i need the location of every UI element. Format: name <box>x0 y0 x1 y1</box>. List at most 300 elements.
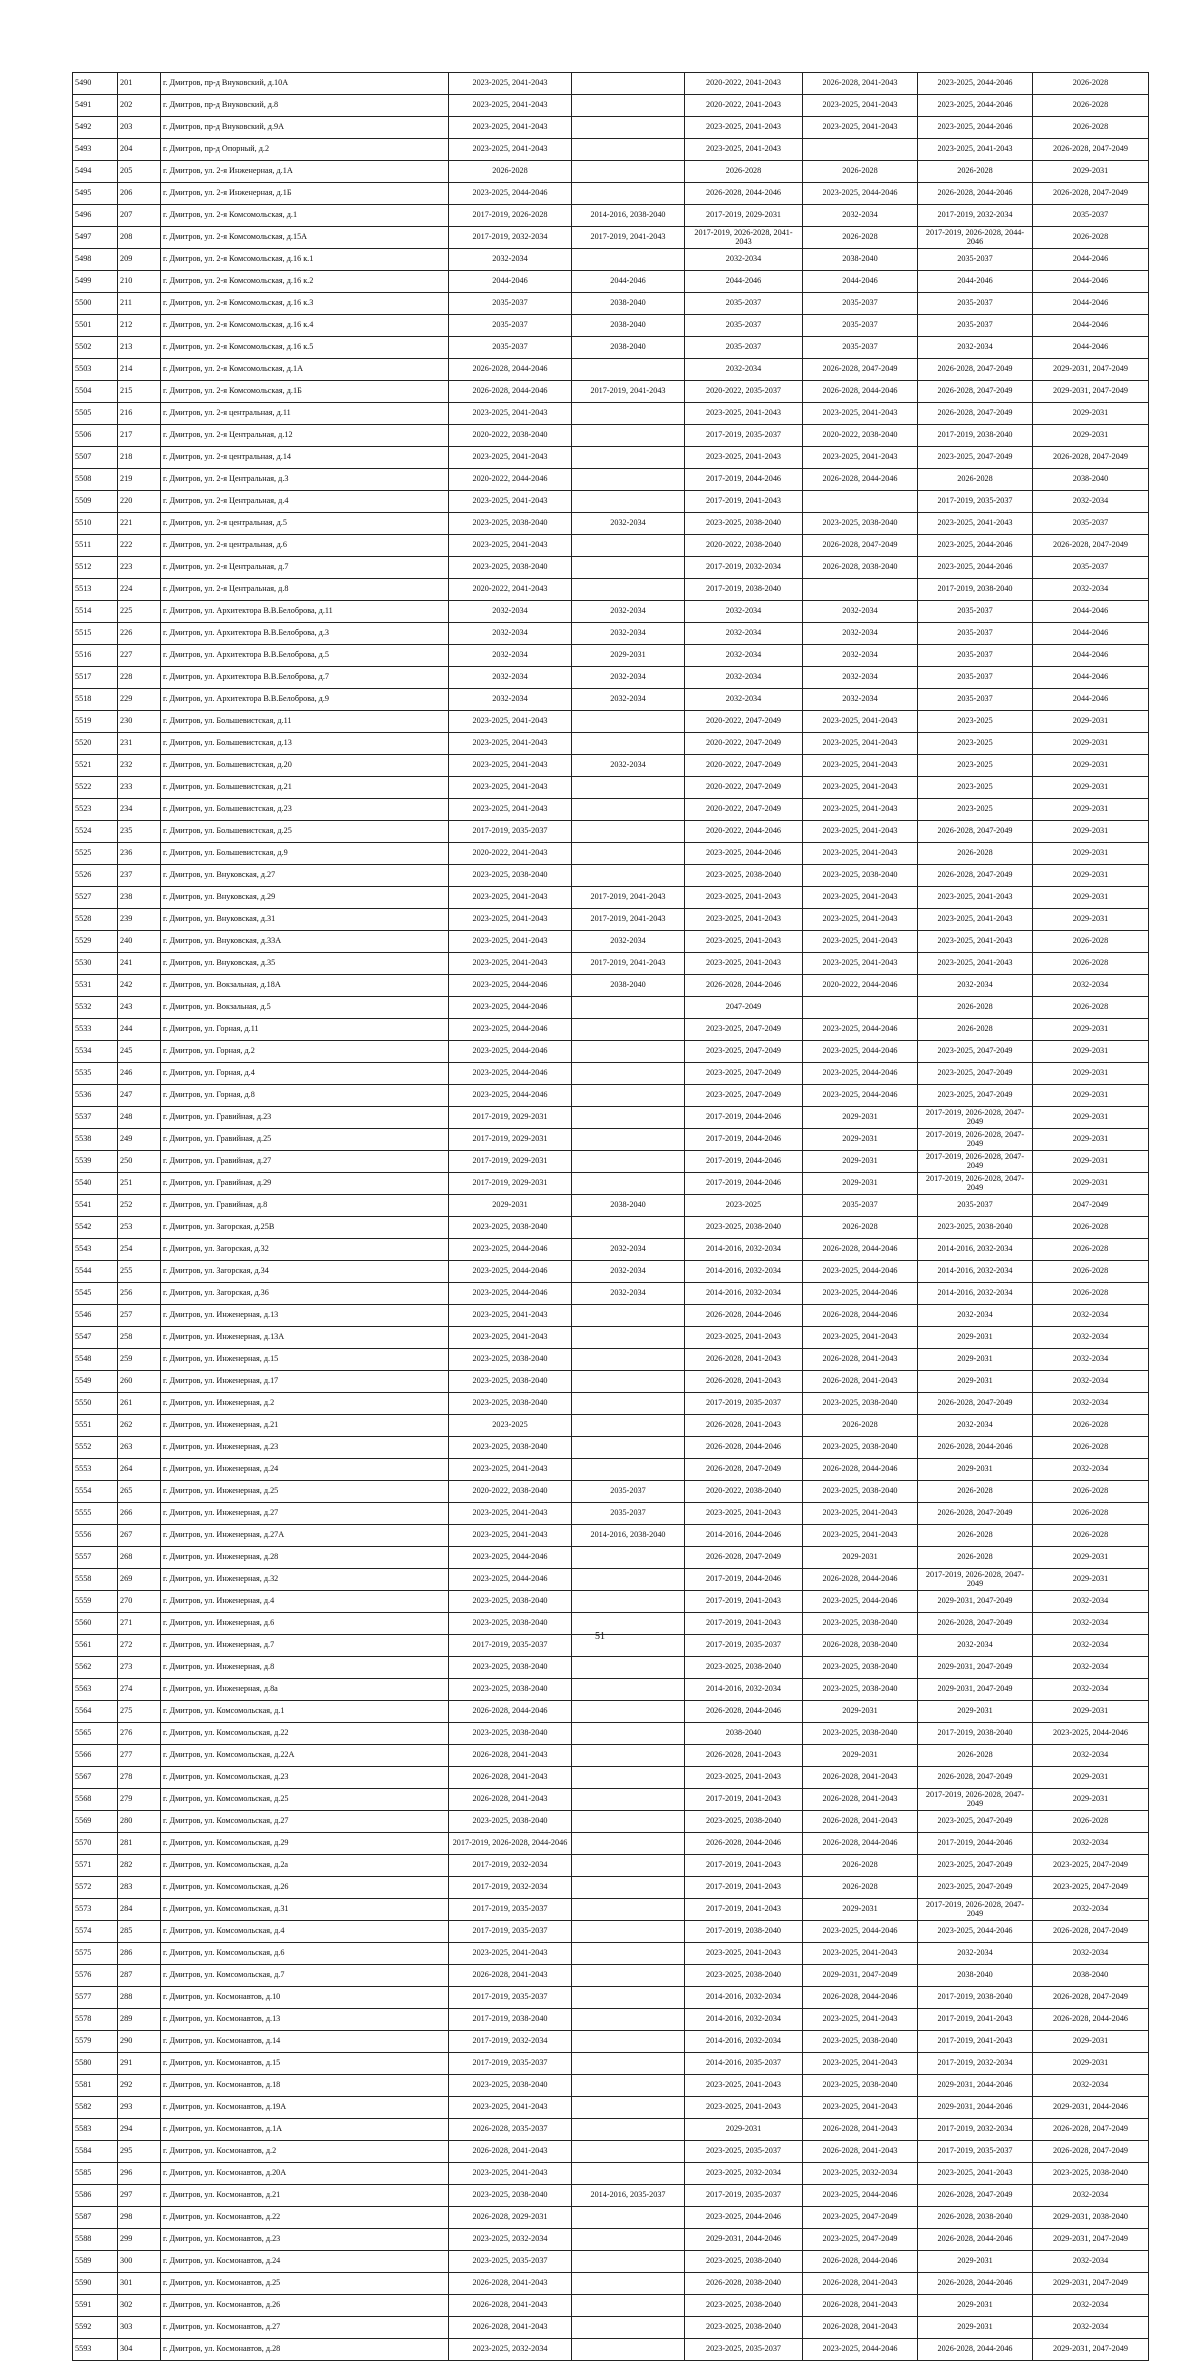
period-col-1-cell: 2023-2025, 2032-2034 <box>449 2339 572 2361</box>
table-row <box>73 667 1149 689</box>
period-col-5-cell: 2026-2028 <box>918 997 1033 1019</box>
period-col-5-cell: 2023-2025, 2038-2040 <box>918 1217 1033 1239</box>
period-col-6-cell: 2032-2034 <box>1033 1327 1149 1349</box>
period-col-6-cell: 2029-2031, 2047-2049 <box>1033 359 1149 381</box>
period-col-4-cell: 2026-2028 <box>803 1415 918 1437</box>
item-number-cell: 278 <box>118 1767 161 1789</box>
period-col-2-cell <box>572 161 685 183</box>
address-cell: г. Дмитров, ул. Комсомольская, д.7 <box>161 1965 449 1987</box>
table-row <box>73 975 1149 997</box>
period-col-4-cell: 2023-2025, 2038-2040 <box>803 2075 918 2097</box>
row-number-cell: 5560 <box>73 1613 118 1635</box>
period-col-2-cell <box>572 1041 685 1063</box>
period-col-2-cell <box>572 1415 685 1437</box>
period-col-3-cell: 2014-2016, 2032-2034 <box>685 2031 803 2053</box>
table-row <box>73 711 1149 733</box>
period-col-1-cell: 2023-2025, 2041-2043 <box>449 733 572 755</box>
period-col-2-cell <box>572 1943 685 1965</box>
row-number-cell: 5494 <box>73 161 118 183</box>
period-col-3-cell: 2023-2025, 2041-2043 <box>685 139 803 161</box>
period-col-4-cell: 2035-2037 <box>803 1195 918 1217</box>
period-col-5-cell: 2023-2025, 2047-2049 <box>918 1855 1033 1877</box>
period-col-1-cell: 2035-2037 <box>449 315 572 337</box>
address-cell: г. Дмитров, ул. Гравийная, д.23 <box>161 1107 449 1129</box>
table-row <box>73 1943 1149 1965</box>
row-number-cell: 5537 <box>73 1107 118 1129</box>
row-number-cell: 5536 <box>73 1085 118 1107</box>
item-number-cell: 216 <box>118 403 161 425</box>
period-col-1-cell: 2017-2019, 2026-2028, 2044-2046 <box>449 1833 572 1855</box>
address-cell: г. Дмитров, ул. Комсомольская, д.22 <box>161 1723 449 1745</box>
period-col-5-cell: 2035-2037 <box>918 315 1033 337</box>
address-cell: г. Дмитров, ул. Инженерная, д.7 <box>161 1635 449 1657</box>
row-number-cell: 5561 <box>73 1635 118 1657</box>
table-row <box>73 843 1149 865</box>
period-col-4-cell: 2029-2031, 2047-2049 <box>803 1965 918 1987</box>
period-col-6-cell: 2032-2034 <box>1033 491 1149 513</box>
period-col-1-cell: 2023-2025, 2044-2046 <box>449 975 572 997</box>
period-col-5-cell: 2017-2019, 2026-2028, 2047-2049 <box>918 1789 1033 1811</box>
period-col-4-cell: 2026-2028, 2044-2046 <box>803 1833 918 1855</box>
period-col-4-cell: 2026-2028, 2047-2049 <box>803 535 918 557</box>
address-cell: г. Дмитров, ул. Внуковская, д.29 <box>161 887 449 909</box>
address-cell: г. Дмитров, ул. Архитектора В.В.Белоброва, д.11 <box>161 601 449 623</box>
period-col-3-cell: 2026-2028, 2041-2043 <box>685 1349 803 1371</box>
period-col-5-cell: 2035-2037 <box>918 623 1033 645</box>
period-col-3-cell: 2017-2019, 2041-2043 <box>685 1613 803 1635</box>
address-cell: г. Дмитров, ул. Вокзальная, д.5 <box>161 997 449 1019</box>
table-row <box>73 1459 1149 1481</box>
row-number-cell: 5528 <box>73 909 118 931</box>
period-col-6-cell: 2029-2031 <box>1033 711 1149 733</box>
period-col-6-cell: 2026-2028, 2047-2049 <box>1033 447 1149 469</box>
row-number-cell: 5526 <box>73 865 118 887</box>
row-number-cell: 5579 <box>73 2031 118 2053</box>
row-number-cell: 5514 <box>73 601 118 623</box>
period-col-2-cell <box>572 1327 685 1349</box>
page-number: 51 <box>595 1631 605 1642</box>
period-col-3-cell: 2026-2028, 2044-2046 <box>685 1437 803 1459</box>
row-number-cell: 5505 <box>73 403 118 425</box>
period-col-3-cell: 2026-2028, 2044-2046 <box>685 1701 803 1723</box>
period-col-6-cell: 2044-2046 <box>1033 689 1149 711</box>
period-col-5-cell: 2023-2025 <box>918 711 1033 733</box>
row-number-cell: 5555 <box>73 1503 118 1525</box>
address-cell: г. Дмитров, ул. Комсомольская, д.27 <box>161 1811 449 1833</box>
period-col-5-cell: 2026-2028, 2047-2049 <box>918 381 1033 403</box>
period-col-5-cell: 2035-2037 <box>918 645 1033 667</box>
period-col-1-cell: 2026-2028, 2044-2046 <box>449 359 572 381</box>
period-col-2-cell <box>572 1987 685 2009</box>
period-col-4-cell: 2026-2028, 2044-2046 <box>803 2251 918 2273</box>
period-col-4-cell: 2026-2028 <box>803 227 918 249</box>
address-cell: г. Дмитров, ул. Архитектора В.В.Белоброва, д.3 <box>161 623 449 645</box>
period-col-2-cell <box>572 1129 685 1151</box>
item-number-cell: 235 <box>118 821 161 843</box>
table-row <box>73 1965 1149 1987</box>
period-col-4-cell: 2026-2028, 2044-2046 <box>803 469 918 491</box>
item-number-cell: 272 <box>118 1635 161 1657</box>
period-col-4-cell: 2023-2025, 2038-2040 <box>803 865 918 887</box>
item-number-cell: 222 <box>118 535 161 557</box>
period-col-2-cell <box>572 865 685 887</box>
period-col-1-cell: 2023-2025, 2041-2043 <box>449 535 572 557</box>
period-col-5-cell: 2032-2034 <box>918 1943 1033 1965</box>
row-number-cell: 5534 <box>73 1041 118 1063</box>
address-cell: г. Дмитров, ул. 2-я центральная, д.6 <box>161 535 449 557</box>
table-row <box>73 1855 1149 1877</box>
period-col-2-cell <box>572 535 685 557</box>
item-number-cell: 274 <box>118 1679 161 1701</box>
table-row <box>73 95 1149 117</box>
period-col-1-cell: 2023-2025, 2038-2040 <box>449 2185 572 2207</box>
period-col-6-cell: 2032-2034 <box>1033 1613 1149 1635</box>
address-cell: г. Дмитров, ул. 2-я Центральная, д.7 <box>161 557 449 579</box>
table-row <box>73 315 1149 337</box>
item-number-cell: 204 <box>118 139 161 161</box>
period-col-1-cell: 2017-2019, 2032-2034 <box>449 1877 572 1899</box>
period-col-3-cell: 2017-2019, 2032-2034 <box>685 557 803 579</box>
period-col-4-cell: 2026-2028, 2041-2043 <box>803 1789 918 1811</box>
period-col-6-cell: 2026-2028 <box>1033 1217 1149 1239</box>
period-col-2-cell <box>572 95 685 117</box>
period-col-4-cell: 2026-2028, 2041-2043 <box>803 2295 918 2317</box>
row-number-cell: 5568 <box>73 1789 118 1811</box>
table-row <box>73 1283 1149 1305</box>
period-col-3-cell: 2014-2016, 2032-2034 <box>685 1239 803 1261</box>
period-col-3-cell: 2026-2028, 2044-2046 <box>685 975 803 997</box>
address-cell: г. Дмитров, ул. Комсомольская, д.25 <box>161 1789 449 1811</box>
period-col-6-cell: 2026-2028 <box>1033 1481 1149 1503</box>
period-col-4-cell: 2023-2025, 2041-2043 <box>803 909 918 931</box>
period-col-5-cell: 2035-2037 <box>918 249 1033 271</box>
address-cell: г. Дмитров, ул. 2-я Комсомольская, д.16 к.2 <box>161 271 449 293</box>
period-col-2-cell <box>572 425 685 447</box>
row-number-cell: 5543 <box>73 1239 118 1261</box>
table-row <box>73 1041 1149 1063</box>
table-row <box>73 1305 1149 1327</box>
period-col-4-cell: 2044-2046 <box>803 271 918 293</box>
row-number-cell: 5499 <box>73 271 118 293</box>
period-col-2-cell <box>572 139 685 161</box>
table-row <box>73 645 1149 667</box>
period-col-4-cell: 2023-2025, 2041-2043 <box>803 2009 918 2031</box>
period-col-6-cell: 2032-2034 <box>1033 2317 1149 2339</box>
period-col-6-cell: 2026-2028 <box>1033 997 1149 1019</box>
period-col-5-cell: 2029-2031 <box>918 2295 1033 2317</box>
table-row <box>73 997 1149 1019</box>
row-number-cell: 5558 <box>73 1569 118 1591</box>
row-number-cell: 5549 <box>73 1371 118 1393</box>
period-col-1-cell: 2023-2025, 2044-2046 <box>449 1569 572 1591</box>
period-col-4-cell: 2029-2031 <box>803 1129 918 1151</box>
table-row <box>73 2251 1149 2273</box>
period-col-2-cell <box>572 843 685 865</box>
period-col-4-cell: 2023-2025, 2041-2043 <box>803 711 918 733</box>
period-col-6-cell: 2029-2031 <box>1033 1019 1149 1041</box>
period-col-3-cell: 2023-2025, 2041-2043 <box>685 2075 803 2097</box>
item-number-cell: 262 <box>118 1415 161 1437</box>
period-col-1-cell: 2023-2025, 2041-2043 <box>449 755 572 777</box>
period-col-5-cell: 2029-2031 <box>918 1459 1033 1481</box>
item-number-cell: 205 <box>118 161 161 183</box>
period-col-6-cell: 2032-2034 <box>1033 1943 1149 1965</box>
period-col-2-cell: 2017-2019, 2041-2043 <box>572 953 685 975</box>
period-col-1-cell: 2017-2019, 2035-2037 <box>449 821 572 843</box>
period-col-1-cell: 2032-2034 <box>449 645 572 667</box>
row-number-cell: 5557 <box>73 1547 118 1569</box>
period-col-4-cell: 2032-2034 <box>803 645 918 667</box>
period-col-2-cell <box>572 2251 685 2273</box>
item-number-cell: 298 <box>118 2207 161 2229</box>
period-col-3-cell: 2023-2025, 2032-2034 <box>685 2163 803 2185</box>
period-col-5-cell: 2023-2025 <box>918 733 1033 755</box>
period-col-5-cell: 2026-2028, 2044-2046 <box>918 2273 1033 2295</box>
period-col-5-cell: 2035-2037 <box>918 667 1033 689</box>
period-col-6-cell: 2032-2034 <box>1033 1745 1149 1767</box>
period-col-3-cell: 2023-2025, 2041-2043 <box>685 1767 803 1789</box>
address-cell: г. Дмитров, ул. Космонавтов, д.15 <box>161 2053 449 2075</box>
period-col-4-cell: 2023-2025, 2041-2043 <box>803 777 918 799</box>
address-cell: г. Дмитров, ул. Загорская, д.32 <box>161 1239 449 1261</box>
item-number-cell: 241 <box>118 953 161 975</box>
period-col-2-cell <box>572 1305 685 1327</box>
period-col-5-cell: 2026-2028, 2044-2046 <box>918 183 1033 205</box>
period-col-2-cell <box>572 1855 685 1877</box>
period-col-6-cell: 2023-2025, 2044-2046 <box>1033 1723 1149 1745</box>
period-col-6-cell: 2026-2028 <box>1033 1283 1149 1305</box>
period-col-2-cell <box>572 2295 685 2317</box>
table-row <box>73 1085 1149 1107</box>
period-col-1-cell: 2017-2019, 2038-2040 <box>449 2009 572 2031</box>
period-col-3-cell: 2020-2022, 2047-2049 <box>685 755 803 777</box>
period-col-5-cell: 2023-2025, 2047-2049 <box>918 1811 1033 1833</box>
row-number-cell: 5496 <box>73 205 118 227</box>
period-col-5-cell: 2026-2028 <box>918 1019 1033 1041</box>
period-col-1-cell: 2023-2025, 2041-2043 <box>449 1459 572 1481</box>
period-col-6-cell: 2029-2031 <box>1033 799 1149 821</box>
item-number-cell: 290 <box>118 2031 161 2053</box>
item-number-cell: 287 <box>118 1965 161 1987</box>
period-col-4-cell: 2023-2025, 2041-2043 <box>803 733 918 755</box>
period-col-4-cell: 2026-2028, 2044-2046 <box>803 1987 918 2009</box>
period-col-1-cell: 2026-2028 <box>449 161 572 183</box>
period-col-3-cell: 2017-2019, 2035-2037 <box>685 1393 803 1415</box>
row-number-cell: 5580 <box>73 2053 118 2075</box>
address-cell: г. Дмитров, ул. Инженерная, д.2 <box>161 1393 449 1415</box>
address-cell: г. Дмитров, ул. 2-я Комсомольская, д.16 к.4 <box>161 315 449 337</box>
item-number-cell: 248 <box>118 1107 161 1129</box>
item-number-cell: 286 <box>118 1943 161 1965</box>
period-col-6-cell: 2026-2028 <box>1033 117 1149 139</box>
period-col-3-cell: 2032-2034 <box>685 249 803 271</box>
period-col-2-cell: 2038-2040 <box>572 1195 685 1217</box>
period-col-6-cell: 2029-2031, 2047-2049 <box>1033 2339 1149 2361</box>
period-col-2-cell: 2032-2034 <box>572 601 685 623</box>
period-col-3-cell: 2017-2019, 2044-2046 <box>685 1129 803 1151</box>
period-col-6-cell: 2029-2031 <box>1033 1701 1149 1723</box>
table-row <box>73 469 1149 491</box>
row-number-cell: 5520 <box>73 733 118 755</box>
period-col-1-cell: 2026-2028, 2041-2043 <box>449 2295 572 2317</box>
row-number-cell: 5527 <box>73 887 118 909</box>
period-col-4-cell: 2023-2025, 2041-2043 <box>803 447 918 469</box>
period-col-1-cell: 2023-2025, 2038-2040 <box>449 1393 572 1415</box>
period-col-2-cell <box>572 359 685 381</box>
period-col-4-cell: 2026-2028 <box>803 1877 918 1899</box>
period-col-4-cell: 2023-2025, 2041-2043 <box>803 403 918 425</box>
period-col-5-cell: 2017-2019, 2026-2028, 2047-2049 <box>918 1173 1033 1195</box>
period-col-6-cell: 2029-2031 <box>1033 1041 1149 1063</box>
row-number-cell: 5491 <box>73 95 118 117</box>
period-col-4-cell <box>803 491 918 513</box>
table-row <box>73 2185 1149 2207</box>
row-number-cell: 5490 <box>73 73 118 95</box>
period-col-6-cell: 2026-2028 <box>1033 1503 1149 1525</box>
table-row <box>73 1217 1149 1239</box>
address-cell: г. Дмитров, ул. Инженерная, д.17 <box>161 1371 449 1393</box>
address-cell: г. Дмитров, ул. Инженерная, д.6 <box>161 1613 449 1635</box>
period-col-4-cell: 2023-2025, 2038-2040 <box>803 1393 918 1415</box>
table-row <box>73 1107 1149 1129</box>
period-col-1-cell: 2023-2025, 2041-2043 <box>449 953 572 975</box>
period-col-1-cell: 2023-2025, 2041-2043 <box>449 73 572 95</box>
item-number-cell: 295 <box>118 2141 161 2163</box>
item-number-cell: 247 <box>118 1085 161 1107</box>
period-col-1-cell: 2023-2025, 2044-2046 <box>449 1239 572 1261</box>
period-col-1-cell: 2017-2019, 2035-2037 <box>449 2053 572 2075</box>
row-number-cell: 5509 <box>73 491 118 513</box>
row-number-cell: 5523 <box>73 799 118 821</box>
row-number-cell: 5551 <box>73 1415 118 1437</box>
period-col-4-cell: 2023-2025, 2041-2043 <box>803 95 918 117</box>
period-col-3-cell: 2038-2040 <box>685 1723 803 1745</box>
item-number-cell: 225 <box>118 601 161 623</box>
period-col-3-cell: 2023-2025, 2047-2049 <box>685 1019 803 1041</box>
period-col-3-cell: 2014-2016, 2032-2034 <box>685 2009 803 2031</box>
row-number-cell: 5529 <box>73 931 118 953</box>
address-cell: г. Дмитров, ул. Инженерная, д.4 <box>161 1591 449 1613</box>
item-number-cell: 281 <box>118 1833 161 1855</box>
item-number-cell: 258 <box>118 1327 161 1349</box>
period-col-6-cell: 2032-2034 <box>1033 1833 1149 1855</box>
period-col-2-cell <box>572 1723 685 1745</box>
period-col-1-cell: 2017-2019, 2035-2037 <box>449 1899 572 1921</box>
period-col-2-cell <box>572 997 685 1019</box>
period-col-3-cell: 2014-2016, 2032-2034 <box>685 1261 803 1283</box>
period-col-3-cell: 2026-2028, 2044-2046 <box>685 183 803 205</box>
address-cell: г. Дмитров, ул. 2-я Инженерная, д.1Б <box>161 183 449 205</box>
address-cell: г. Дмитров, ул. Комсомольская, д.22А <box>161 1745 449 1767</box>
period-col-4-cell: 2026-2028, 2041-2043 <box>803 1349 918 1371</box>
period-col-2-cell <box>572 469 685 491</box>
period-col-2-cell <box>572 1107 685 1129</box>
period-col-5-cell: 2017-2019, 2026-2028, 2047-2049 <box>918 1569 1033 1591</box>
item-number-cell: 233 <box>118 777 161 799</box>
period-col-1-cell: 2023-2025, 2041-2043 <box>449 491 572 513</box>
period-col-6-cell: 2044-2046 <box>1033 271 1149 293</box>
period-col-3-cell: 2029-2031, 2044-2046 <box>685 2229 803 2251</box>
table-row <box>73 227 1149 249</box>
address-cell: г. Дмитров, ул. 2-я Комсомольская, д.16 к.1 <box>161 249 449 271</box>
period-col-5-cell: 2023-2025, 2047-2049 <box>918 1041 1033 1063</box>
item-number-cell: 301 <box>118 2273 161 2295</box>
period-col-2-cell <box>572 1173 685 1195</box>
period-col-6-cell: 2032-2034 <box>1033 2251 1149 2273</box>
period-col-6-cell: 2044-2046 <box>1033 315 1149 337</box>
period-col-4-cell: 2023-2025, 2044-2046 <box>803 1283 918 1305</box>
period-col-2-cell <box>572 1063 685 1085</box>
period-col-6-cell: 2029-2031 <box>1033 887 1149 909</box>
period-col-4-cell: 2026-2028, 2044-2046 <box>803 1459 918 1481</box>
period-col-5-cell: 2026-2028, 2038-2040 <box>918 2207 1033 2229</box>
period-col-1-cell: 2023-2025, 2041-2043 <box>449 1943 572 1965</box>
address-cell: г. Дмитров, ул. 2-я Центральная, д.8 <box>161 579 449 601</box>
period-col-3-cell: 2023-2025, 2035-2037 <box>685 2141 803 2163</box>
item-number-cell: 250 <box>118 1151 161 1173</box>
period-col-2-cell <box>572 2163 685 2185</box>
period-col-4-cell: 2023-2025, 2038-2040 <box>803 1481 918 1503</box>
row-number-cell: 5582 <box>73 2097 118 2119</box>
period-col-4-cell: 2029-2031 <box>803 1745 918 1767</box>
period-col-3-cell: 2023-2025, 2041-2043 <box>685 447 803 469</box>
address-cell: г. Дмитров, ул. 2-я Комсомольская, д.16 к.5 <box>161 337 449 359</box>
table-row <box>73 2229 1149 2251</box>
period-col-6-cell: 2029-2031 <box>1033 733 1149 755</box>
period-col-3-cell: 2026-2028, 2038-2040 <box>685 2273 803 2295</box>
period-col-4-cell: 2029-2031 <box>803 1173 918 1195</box>
period-col-4-cell: 2035-2037 <box>803 315 918 337</box>
item-number-cell: 218 <box>118 447 161 469</box>
period-col-2-cell: 2032-2034 <box>572 1239 685 1261</box>
item-number-cell: 277 <box>118 1745 161 1767</box>
period-col-2-cell <box>572 2339 685 2361</box>
table-row <box>73 1261 1149 1283</box>
row-number-cell: 5573 <box>73 1899 118 1921</box>
period-col-3-cell: 2026-2028, 2044-2046 <box>685 1305 803 1327</box>
address-cell: г. Дмитров, ул. 2-я Инженерная, д.1А <box>161 161 449 183</box>
address-cell: г. Дмитров, пр-д Внуковский, д.9А <box>161 117 449 139</box>
period-col-5-cell: 2023-2025, 2044-2046 <box>918 95 1033 117</box>
period-col-4-cell: 2035-2037 <box>803 337 918 359</box>
address-cell: г. Дмитров, ул. Космонавтов, д.26 <box>161 2295 449 2317</box>
address-cell: г. Дмитров, ул. Большевистская, д.21 <box>161 777 449 799</box>
period-col-3-cell: 2032-2034 <box>685 667 803 689</box>
period-col-4-cell: 2038-2040 <box>803 249 918 271</box>
period-col-2-cell <box>572 1745 685 1767</box>
period-col-1-cell: 2023-2025, 2041-2043 <box>449 2163 572 2185</box>
item-number-cell: 296 <box>118 2163 161 2185</box>
table-row <box>73 337 1149 359</box>
period-col-6-cell: 2038-2040 <box>1033 1965 1149 1987</box>
address-cell: г. Дмитров, ул. Горная, д.4 <box>161 1063 449 1085</box>
table-row <box>73 139 1149 161</box>
row-number-cell: 5504 <box>73 381 118 403</box>
period-col-3-cell: 2026-2028, 2047-2049 <box>685 1459 803 1481</box>
period-col-1-cell: 2017-2019, 2026-2028 <box>449 205 572 227</box>
item-number-cell: 254 <box>118 1239 161 1261</box>
address-cell: г. Дмитров, ул. 2-я Центральная, д.3 <box>161 469 449 491</box>
period-col-6-cell: 2029-2031 <box>1033 1569 1149 1591</box>
address-cell: г. Дмитров, ул. Инженерная, д.15 <box>161 1349 449 1371</box>
table-row <box>73 2163 1149 2185</box>
period-col-5-cell: 2026-2028, 2047-2049 <box>918 865 1033 887</box>
period-col-5-cell: 2023-2025, 2044-2046 <box>918 73 1033 95</box>
period-col-1-cell: 2023-2025, 2038-2040 <box>449 1349 572 1371</box>
table-row <box>73 1371 1149 1393</box>
period-col-3-cell: 2023-2025, 2038-2040 <box>685 2317 803 2339</box>
table-row <box>73 1701 1149 1723</box>
